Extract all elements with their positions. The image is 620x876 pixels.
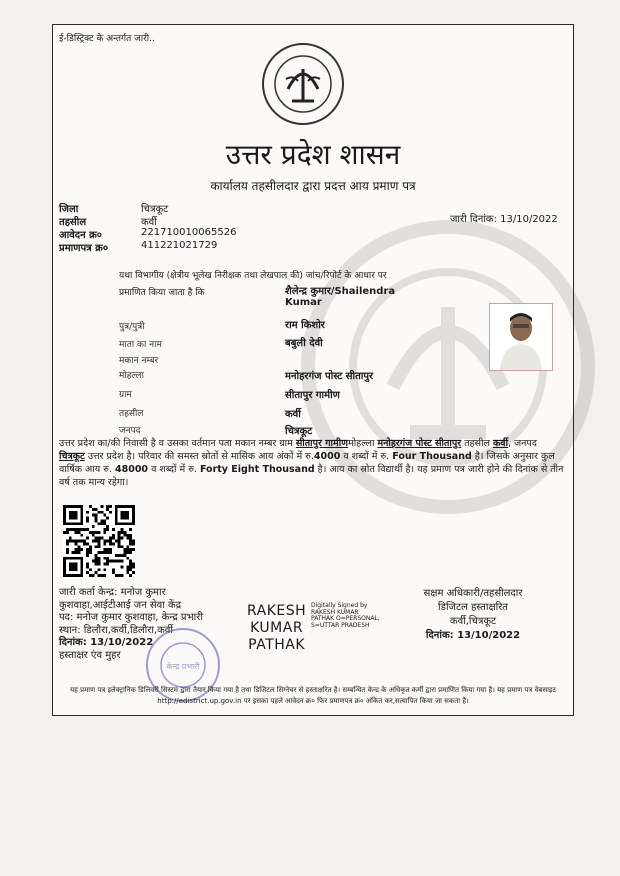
issue-date: जारी दिनांक: 13/10/2022: [450, 214, 558, 225]
issuer-line-5: दिनांक: 13/10/2022: [59, 637, 154, 648]
tehsil-field-value: कर्वी: [285, 409, 301, 420]
holder-name-line-2: Kumar: [285, 297, 322, 308]
janpad-value: चित्रकूट: [285, 426, 313, 437]
digital-signature-details: [311, 603, 380, 629]
village-value: सीतापुर गामीण: [285, 390, 340, 401]
intro-line-2: प्रमाणित किया जाता है कि: [119, 288, 205, 298]
digi-line-1: Digitally Signed by: [311, 602, 368, 609]
district-label: जिला: [59, 204, 79, 215]
certificate-body-text: उत्तर प्रदेश का/की निवासी है व उसका वर्तमान पता मकान नम्बर ग्राम सीतापुर गामीणमोहल्ला मनोहरगंज पोस्ट सीतापुर तहसील कर्वी, जनपद चित्रकूट उत्तर प्रदेश है। परिवार की समस्त स्रोतों से मासिक आय अंकों में रु.4000 व शब्दों में रु. Four Thousand है। जिसके अनुसार कुल वार्षिक आय रु. 48000 व शब्दों में रु. Forty Eight Thousand है। आय का स्रोत विद्यार्थी है। यह प्रमाण पत्र जारी होने की दिनांक से तीन वर्ष तक मान्य रहेगा।: [59, 438, 564, 488]
authority-block: [398, 587, 548, 643]
certificate-subtitle: कार्यालय तहसीलदार द्वारा प्रदत्त आय प्रमाण पत्र: [210, 179, 416, 193]
village-label: ग्राम: [119, 390, 132, 400]
tehsil-field-label: तहसील: [119, 409, 144, 419]
digital-signature-name: [247, 603, 306, 654]
header-note: ई-डिस्ट्रिक्ट के अन्तर्गत जारी..: [59, 34, 155, 44]
issuer-line-4: स्थान: डिलौरा,कर्वी,डिलौरा,कर्वी: [59, 624, 173, 636]
tehsil-value: कर्वी: [141, 217, 157, 228]
signer-name-1: RAKESH: [247, 603, 307, 619]
issuer-line-6: हस्ताक्षर एंव मुहर: [59, 649, 121, 661]
certificate-label: प्रमाणपत्र क्र०: [59, 243, 109, 254]
authority-line-4: दिनांक: 13/10/2022: [425, 630, 521, 641]
issuer-line-2: कुशवाहा,आईटीआई जन सेवा केंद्र: [59, 599, 182, 611]
holder-name-line-1: शैलेन्द्र कुमार/Shailendra: [285, 286, 396, 297]
father-name: राम किशोर: [285, 320, 325, 331]
page-title: उत्तर प्रदेश शासन: [225, 138, 401, 171]
stamp-text: केन्द्र प्रभारी: [166, 662, 200, 671]
district-value: चित्रकूट: [141, 204, 169, 215]
up-government-emblem: [258, 39, 348, 129]
child-of-label: पुत्र/पुत्री: [119, 322, 145, 332]
digi-line-3: PATHAK O=PERSONAL,: [311, 615, 380, 622]
authority-line-2: डिजिटल हस्ताक्षरित: [438, 602, 508, 613]
application-number: 221710010065526: [141, 227, 237, 238]
verification-qr-code: [63, 505, 135, 577]
issuer-line-3: पद: मनोज कुमार कुशवाहा, केन्द्र प्रभारी: [59, 612, 203, 623]
tehsil-label: तहसील: [59, 217, 87, 228]
digi-line-4: S=UTTAR PRADESH: [311, 621, 370, 629]
application-label: आवेदन क्र०: [59, 230, 103, 241]
signer-name-3: PATHAK: [248, 637, 306, 653]
verification-footnote: यह प्रमाण पत्र इलेक्ट्रानिक डिलिवरी सिस्टम द्वारा तैयार किया गया है तथा डिजिटल सिग्नेचर से हस्ताक्षरित है। सम्बन्धित केन्द्र के अधिकृत कर्मी द्वारा प्रमाणित किया गया है। यह प्रमाण पत्र वेबसाइट http://edistrict.up.gov.in पर इसका पहले आवेदन क्र० फिर प्रमाणपत्र क्र० अंकित कर,सत्यापित किया जा सकता है।: [70, 686, 556, 705]
signer-name-2: KUMAR: [250, 620, 304, 636]
intro-line-1: यथा विभागीय (क्षेत्रीय भूलेख निरीक्षक तथा लेखपाल की) जांच/रिपोर्ट के आधार पर: [119, 271, 387, 281]
certificate-number: 411221021729: [141, 240, 218, 251]
mohalla-label: मोहल्ला: [119, 371, 144, 381]
authority-line-3: कर्वी,चित्रकूट: [449, 616, 497, 627]
mother-label: माता का नाम: [119, 340, 162, 350]
issuer-line-1: जारी कर्ता केन्द्र: मनोज कुमार: [59, 587, 166, 598]
mohalla-value: मनोहरगंज पोस्ट सीतापुर: [285, 371, 374, 382]
house-number-label: मकान नम्बर: [119, 356, 159, 366]
janpad-label: जनपद: [119, 426, 141, 436]
mother-name: बबुली देवी: [285, 338, 323, 349]
applicant-photo: [489, 303, 553, 371]
certificate-sheet: [52, 24, 574, 716]
digi-line-2: RAKESH KUMAR: [311, 608, 359, 616]
authority-line-1: सक्षम अधिकारी/तहसीलदार: [423, 588, 523, 599]
